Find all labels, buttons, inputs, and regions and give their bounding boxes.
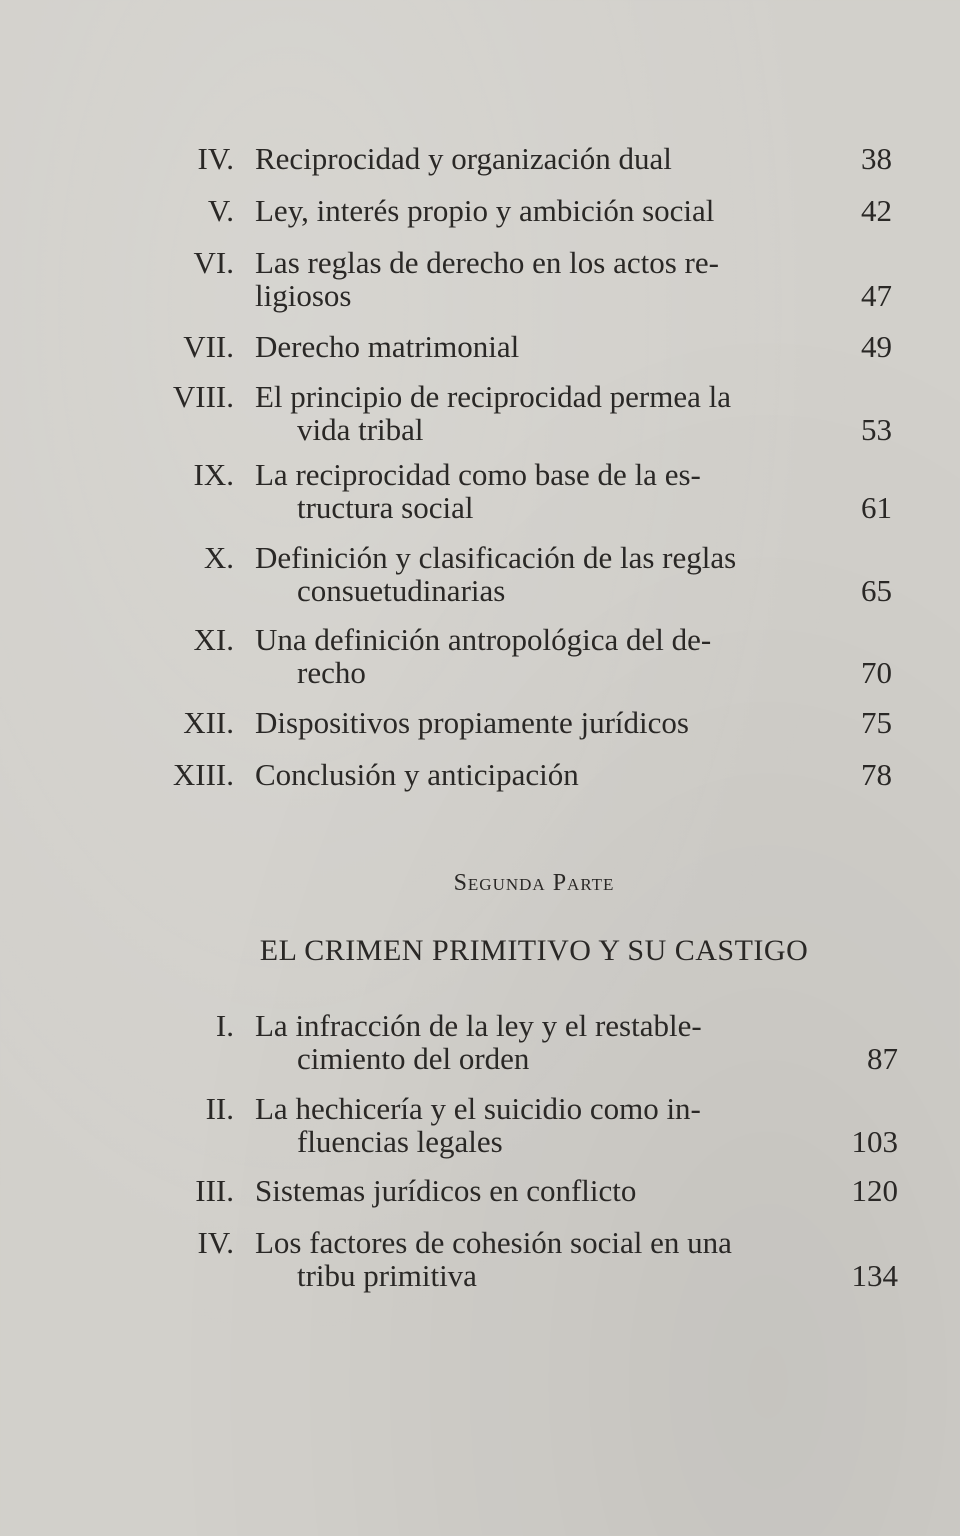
chapter-title-line1: Ley, interés propio y ambición social (255, 193, 715, 228)
chapter-number: X. (203, 540, 234, 575)
chapter-number: IV. (197, 141, 234, 176)
chapter-number: VII. (183, 329, 234, 364)
chapter-number: III. (195, 1173, 234, 1208)
chapter-title (255, 1226, 795, 1292)
page-number: 49 (861, 329, 892, 364)
chapter-title-line1: Reciprocidad y organización dual (255, 141, 672, 176)
chapter-title-line1: Una definición antropológica del de- (255, 622, 712, 657)
chapter-number: II. (205, 1091, 234, 1126)
chapter-title (255, 142, 795, 175)
page-number: 134 (851, 1258, 898, 1293)
chapter-title (255, 1009, 795, 1075)
chapter-number: XII. (183, 705, 234, 740)
chapter-title-line2: tructura social (297, 490, 474, 525)
page-number: 78 (861, 757, 892, 792)
chapter-title-line2: recho (297, 655, 366, 690)
chapter-title-line2: fluencias legales (297, 1124, 503, 1159)
page-number: 61 (861, 490, 892, 525)
chapter-title (255, 330, 795, 363)
chapter-number: XIII. (172, 757, 234, 792)
chapter-title (255, 246, 795, 312)
chapter-title-line2: cimiento del orden (297, 1041, 530, 1076)
page-number: 103 (851, 1124, 898, 1159)
chapter-title-line2: tribu primitiva (297, 1258, 477, 1293)
chapter-title (255, 1092, 795, 1158)
page-number: 70 (861, 655, 892, 690)
page-number: 38 (861, 141, 892, 176)
chapter-title-line2: vida tribal (297, 412, 424, 447)
chapter-title-line2: ligiosos (255, 278, 352, 313)
page-number: 53 (861, 412, 892, 447)
page-number: 120 (851, 1173, 898, 1208)
chapter-number: VI. (193, 245, 234, 280)
chapter-number: IV. (197, 1225, 234, 1260)
chapter-title-line1: Las reglas de derecho en los actos re- (255, 245, 719, 280)
chapter-title (255, 541, 795, 607)
page-number: 42 (861, 193, 892, 228)
chapter-number: IX. (193, 457, 234, 492)
chapter-number: V. (207, 193, 234, 228)
chapter-title (255, 458, 795, 524)
chapter-number: I. (215, 1008, 234, 1043)
chapter-title-line1: Sistemas jurídicos en conflicto (255, 1173, 637, 1208)
page-number: 47 (861, 278, 892, 313)
chapter-number: XI. (193, 622, 234, 657)
part-title: EL CRIMEN PRIMITIVO Y SU CASTIGO (259, 934, 809, 967)
page-number: 65 (861, 573, 892, 608)
chapter-title-line1: Los factores de cohesión social en una (255, 1225, 732, 1260)
chapter-title (255, 758, 795, 791)
chapter-title-line1: Dispositivos propiamente jurídicos (255, 705, 689, 740)
chapter-title-line1: La infracción de la ley y el restable- (255, 1008, 702, 1043)
chapter-title (255, 1174, 795, 1207)
chapter-title (255, 194, 795, 227)
chapter-title-line1: El principio de reciprocidad permea la (255, 379, 731, 414)
part-label: Segunda Parte (453, 870, 615, 896)
chapter-title-line1: Conclusión y anticipación (255, 757, 579, 792)
chapter-title (255, 623, 795, 689)
chapter-title (255, 380, 795, 446)
chapter-number: VIII. (172, 379, 234, 414)
chapter-title-line1: Definición y clasificación de las reglas (255, 540, 737, 575)
chapter-title-line1: Derecho matrimonial (255, 329, 520, 364)
chapter-title-line1: La hechicería y el suicidio como in- (255, 1091, 701, 1126)
chapter-title (255, 706, 795, 739)
page-number: 87 (867, 1041, 898, 1076)
page-number: 75 (861, 705, 892, 740)
chapter-title-line2: consuetudinarias (297, 573, 506, 608)
chapter-title-line1: La reciprocidad como base de la es- (255, 457, 701, 492)
